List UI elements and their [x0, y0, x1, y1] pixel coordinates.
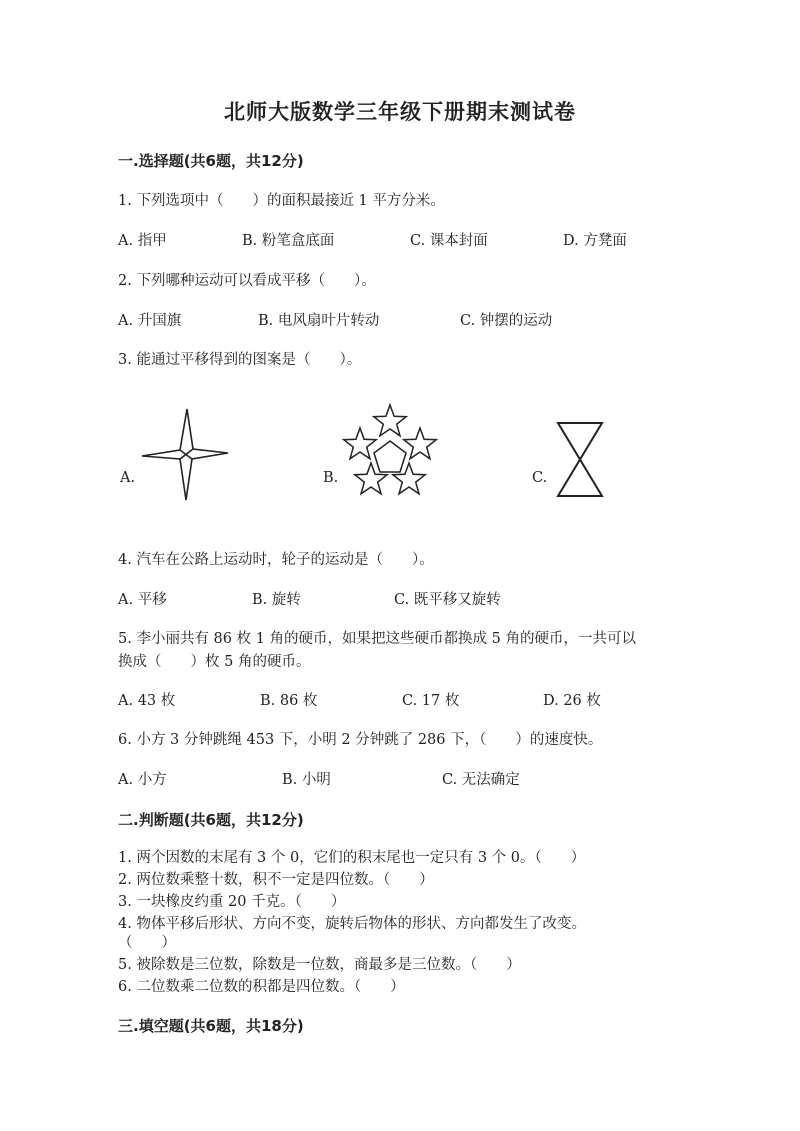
- option: B. 旋转: [252, 592, 301, 608]
- figure-label: B.: [323, 470, 339, 486]
- judge-item: 5. 被除数是三位数，除数是一位数，商最多是三位数。（ ）: [118, 957, 521, 973]
- small-star-icon: [344, 428, 376, 459]
- section-heading-fill: 三.填空题(共6题，共18分): [118, 1017, 304, 1035]
- option: B. 小明: [282, 772, 331, 788]
- question-stem: 2. 下列哪种运动可以看成平移（ ）。: [118, 273, 376, 289]
- option: C. 既平移又旋转: [394, 592, 501, 608]
- question-stem: 1. 下列选项中（ ）的面积最接近 1 平方分米。: [118, 193, 445, 209]
- judge-item: 3. 一块橡皮约重 20 千克。（ ）: [118, 894, 346, 910]
- judge-item: 6. 二位数乘二位数的积都是四位数。（ ）: [118, 979, 405, 995]
- page-title: 北师大版数学三年级下册期末测试卷: [224, 100, 576, 124]
- option: C. 钟摆的运动: [460, 313, 553, 329]
- option: B. 粉笔盒底面: [242, 233, 335, 249]
- option: A. 指甲: [118, 233, 167, 249]
- question-stem-line: 换成（ ）枚 5 角的硬币。: [118, 654, 311, 670]
- option: B. 电风扇叶片转动: [258, 313, 380, 329]
- question-stem: 4. 汽车在公路上运动时，轮子的运动是（ ）。: [118, 552, 434, 568]
- option: C. 17 枚: [402, 693, 460, 709]
- hourglass-icon: [556, 421, 604, 498]
- option: D. 方凳面: [563, 233, 627, 249]
- option: B. 86 枚: [260, 693, 318, 709]
- option: A. 升国旗: [118, 313, 182, 329]
- question-stem-line: 5. 李小丽共有 86 枚 1 角的硬币，如果把这些硬币都换成 5 角的硬币，一共可以: [118, 631, 636, 647]
- small-star-icon: [355, 463, 387, 494]
- section-heading-choice: 一.选择题(共6题，共12分): [118, 152, 304, 170]
- judge-item-bracket: （ ）: [118, 935, 176, 951]
- four-point-star-icon: [140, 407, 230, 503]
- judge-item: 4. 物体平移后形状、方向不变，旋转后物体的形状、方向都发生了改变。: [118, 916, 586, 932]
- question-stem: 3. 能通过平移得到的图案是（ ）。: [118, 352, 362, 368]
- option: D. 26 枚: [543, 693, 601, 709]
- section-heading-judge: 二.判断题(共6题，共12分): [118, 811, 304, 829]
- small-star-icon: [393, 463, 425, 494]
- small-star-icon: [404, 428, 436, 459]
- figure-label: A.: [120, 470, 136, 486]
- option: A. 小方: [118, 772, 167, 788]
- option: C. 无法确定: [442, 772, 520, 788]
- option: A. 43 枚: [118, 693, 176, 709]
- judge-item: 2. 两位数乘整十数，积不一定是四位数。（ ）: [118, 872, 434, 888]
- judge-item: 1. 两个因数的末尾有 3 个 0，它们的积末尾也一定只有 3 个 0。（ ）: [118, 850, 586, 866]
- five-stars-ring-icon: [340, 403, 440, 498]
- option: C. 课本封面: [410, 233, 488, 249]
- option: A. 平移: [118, 592, 167, 608]
- figure-label: C.: [532, 470, 548, 486]
- question-stem: 6. 小方 3 分钟跳绳 453 下，小明 2 分钟跳了 286 下，（ ）的速度快。: [118, 732, 603, 748]
- small-star-icon: [374, 405, 406, 436]
